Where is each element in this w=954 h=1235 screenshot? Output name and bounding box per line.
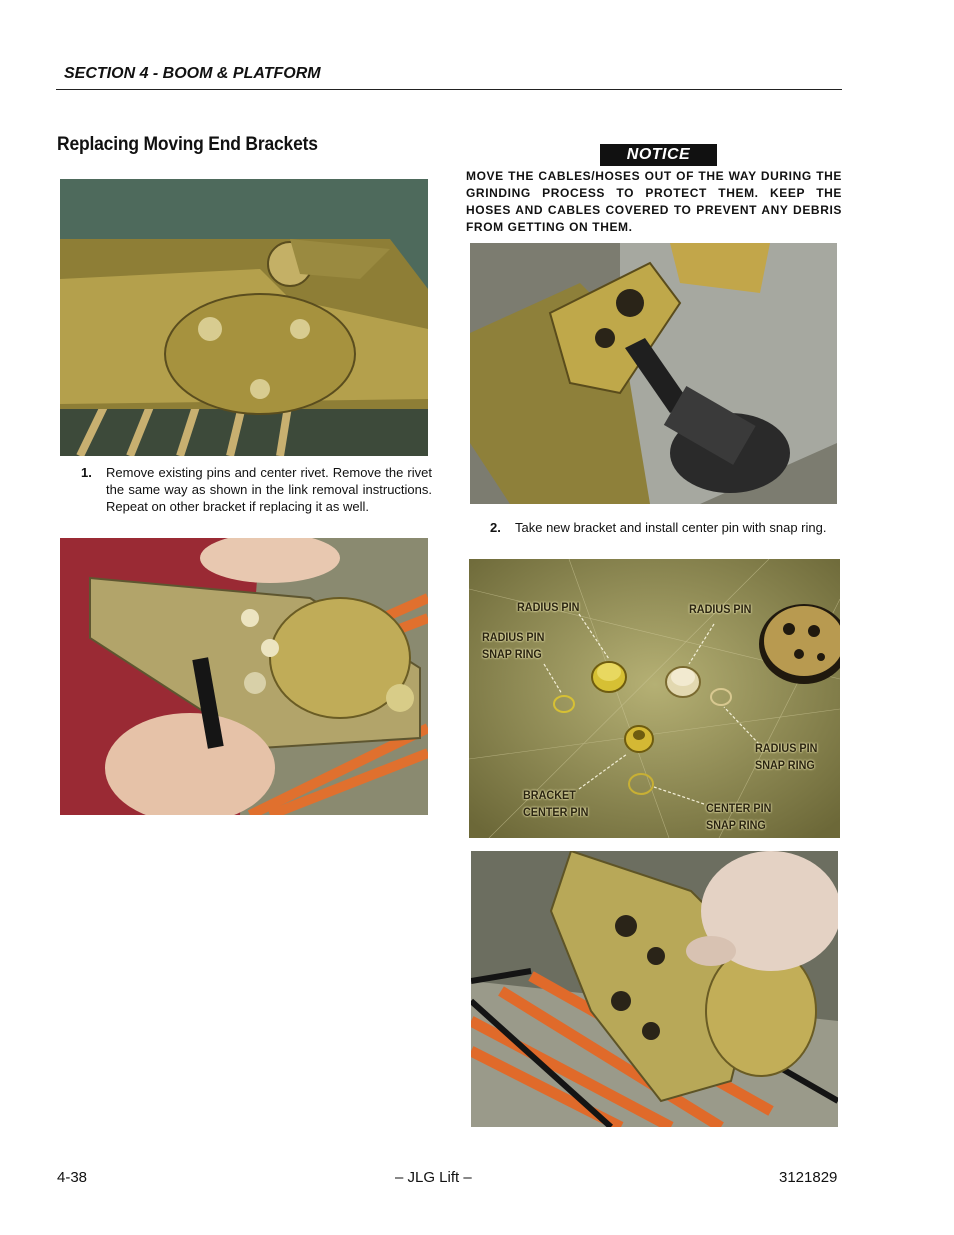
callout-radius-pin-2: RADIUS PIN (689, 602, 752, 616)
callout-center-pin-snap-ring (706, 800, 771, 834)
callout-radius-pin-snap-ring-1 (482, 629, 544, 663)
photo-installing-bracket (471, 851, 838, 1127)
photo-removing-pins (60, 538, 428, 815)
callout-line: RADIUS PIN (482, 630, 545, 644)
callout-line: SNAP RING (706, 818, 766, 832)
callout-line: CENTER PIN (523, 805, 589, 819)
step-number: 1. (81, 465, 92, 480)
step-text: Take new bracket and install center pin with snap ring. (515, 520, 827, 535)
callout-line: BRACKET (523, 788, 576, 802)
page-title: Replacing Moving End Brackets (57, 134, 318, 155)
document-number: 3121829 (779, 1169, 838, 1186)
notice-badge: NOTICE (600, 144, 717, 166)
step-text: Remove existing pins and center rivet. Remove the rivet the same way as shown in the link removal instructions. Repeat on other bracket if replacing it as well. (106, 465, 432, 514)
footer-brand: – JLG Lift – (395, 1169, 472, 1186)
step-number: 2. (490, 520, 501, 535)
callout-line: RADIUS PIN (755, 741, 818, 755)
notice-text: MOVE THE CABLES/HOSES OUT OF THE WAY DURING THE GRINDING PROCESS TO PROTECT THEM. KEEP THE HOSES AND CABLES COVERED TO PREVENT ANY DEBRIS FROM GETTING ON THEM. (466, 169, 842, 234)
photo-grinding (470, 243, 837, 504)
callout-line: SNAP RING (482, 647, 542, 661)
callout-radius-pin-snap-ring-2 (755, 740, 817, 774)
callout-line: SNAP RING (755, 758, 815, 772)
page-number: 4-38 (57, 1169, 88, 1186)
photo-existing-bracket (60, 179, 428, 456)
callout-line: CENTER PIN (706, 801, 772, 815)
photo-parts-diagram (469, 559, 840, 838)
section-header: SECTION 4 - BOOM & PLATFORM (64, 65, 321, 82)
step-2 (490, 519, 842, 555)
step-1 (81, 464, 432, 534)
callout-bracket-center-pin (523, 787, 588, 821)
header-rule (56, 89, 842, 90)
callout-radius-pin-1: RADIUS PIN (517, 600, 580, 614)
